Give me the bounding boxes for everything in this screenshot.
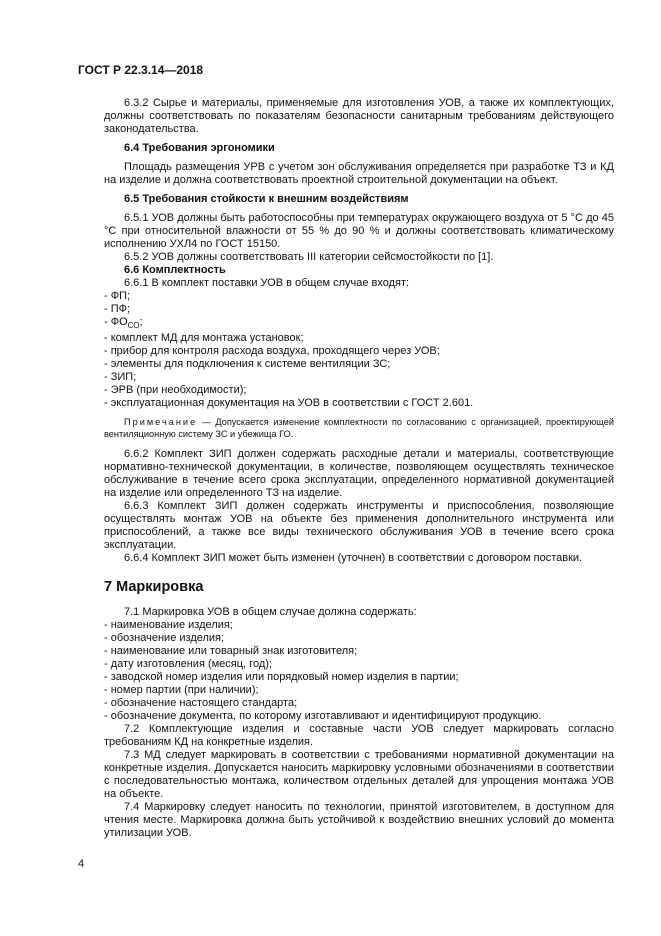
paragraph-7-1: 7.1 Маркировка УОВ в общем случае должна содержать: [124, 606, 417, 619]
list-item: - обозначение документа, по которому изготавливают и идентифицируют продукцию. [104, 710, 542, 723]
list-item: - дату изготовления (месяц, год); [104, 658, 272, 671]
page-number: 4 [78, 858, 85, 870]
paragraph-6-5-1: 6.5.1 УОВ должны быть работоспособны при температурах окружающего воздуха от 5 °С до 45 °С при относительной влажности от 55 % до 90 % и должны соответствовать климатическому исполнению УХЛ4 по ГОСТ 15150. [104, 212, 614, 250]
paragraph-6-6-2: 6.6.2 Комплект ЗИП должен содержать расходные детали и материалы, соответствующие нормативно-технической документации, в количестве, позволяющем осуществлять техническое обслуживание в течение всего срока эксплуатации, определенного нормативной документацией на изделие или определенного ТЗ на изделие. [104, 448, 614, 500]
list-item: - наименование или товарный знак изготовителя; [104, 645, 358, 658]
list-item: - комплект МД для монтажа установок; [104, 332, 304, 345]
paragraph-6-6-3: 6.6.3 Комплект ЗИП должен содержать инструменты и приспособления, позволяющие осуществлять монтаж УОВ на объекте без применения дополнительного инструмента или приспособлений, а также все виды технического обслуживания УОВ в течение всего срока эксплуатации. [104, 500, 614, 552]
heading-6-6: 6.6 Комплектность [124, 264, 226, 276]
paragraph-7-4: 7.4 Маркировку следует наносить по технологии, принятой изготовителем, в доступном для чтения месте. Маркировка должна быть устойчивой к воздействию внешних условий до момента утилизации УОВ. [104, 801, 614, 840]
list-item: - номер партии (при наличии); [104, 684, 259, 697]
list-item: - наименование изделия; [104, 619, 233, 632]
list-item: - эксплуатационная документация на УОВ в соответствии с ГОСТ 2.601. [104, 397, 474, 410]
paragraph-6-3-2: 6.3.2 Сырье и материалы, применяемые для изготовления УОВ, а также их комплектующих, должны соответствовать по показателям безопасности санитарным требованиям действующего законодательства. [104, 97, 614, 135]
list-item-punct: ; [139, 316, 143, 328]
paragraph-6-4: Площадь размещения УРВ с учетом зон обслуживания определяется при разработке ТЗ и КД на изделие и должна соответствовать проектной строительной документации на объект. [104, 161, 614, 186]
note-label: Примечание [124, 417, 198, 428]
heading-7: 7 Маркировка [104, 579, 204, 596]
list-item: - заводской номер изделия или порядковый номер изделия в партии; [104, 671, 459, 684]
paragraph-7-2: 7.2 Комплектующие изделия и составные части УОВ следует маркировать согласно требованиям КД на конкретные изделия. [104, 723, 614, 749]
paragraph-7-3: 7.3 МД следует маркировать в соответствии с требованиями нормативной документации на конкретные изделия. Допускается наносить маркировку условными обозначениями в соответствии с последовательностью монтажа, количеством отдельных деталей для упрощения монтажа УОВ на объекте. [104, 749, 614, 801]
list-item: - обозначение изделия; [104, 632, 225, 645]
list-item [104, 316, 614, 332]
note-text: — Допускается изменение комплектности по согласованию с организацией, проектирующей вентиляционную систему ЗС и убежища ГО. [104, 417, 614, 440]
note [104, 416, 614, 440]
list-item: - ПФ; [104, 303, 131, 315]
list-item: - элементы для подключения к системе вентиляции ЗС; [104, 358, 391, 371]
list-item: - ЭРВ (при необходимости); [104, 384, 247, 397]
document-header: ГОСТ Р 22.3.14—2018 [78, 63, 204, 77]
heading-6-4: 6.4 Требования эргономики [124, 142, 275, 154]
list-item: - ФП; [104, 290, 131, 302]
paragraph-6-6-1: 6.6.1 В комплект поставки УОВ в общем случае входят: [124, 277, 410, 289]
list-item: - ЗИП; [104, 371, 137, 384]
heading-6-5: 6.5 Требования стойкости к внешним воздействиям [124, 193, 409, 205]
list-item-text: - ФО [104, 316, 128, 328]
list-item: - обозначение настоящего стандарта; [104, 697, 298, 710]
paragraph-6-6-4: 6.6.4 Комплект ЗИП может быть изменен (уточнен) в соответствии с договором поставки. [124, 552, 583, 565]
document-body [104, 97, 614, 840]
list-item: - прибор для контроля расхода воздуха, проходящего через УОВ; [104, 345, 440, 358]
subscript: СО [127, 321, 140, 331]
paragraph-6-5-2: 6.5.2 УОВ должны соответствовать III категории сейсмостойкости по [1]. [124, 251, 494, 263]
